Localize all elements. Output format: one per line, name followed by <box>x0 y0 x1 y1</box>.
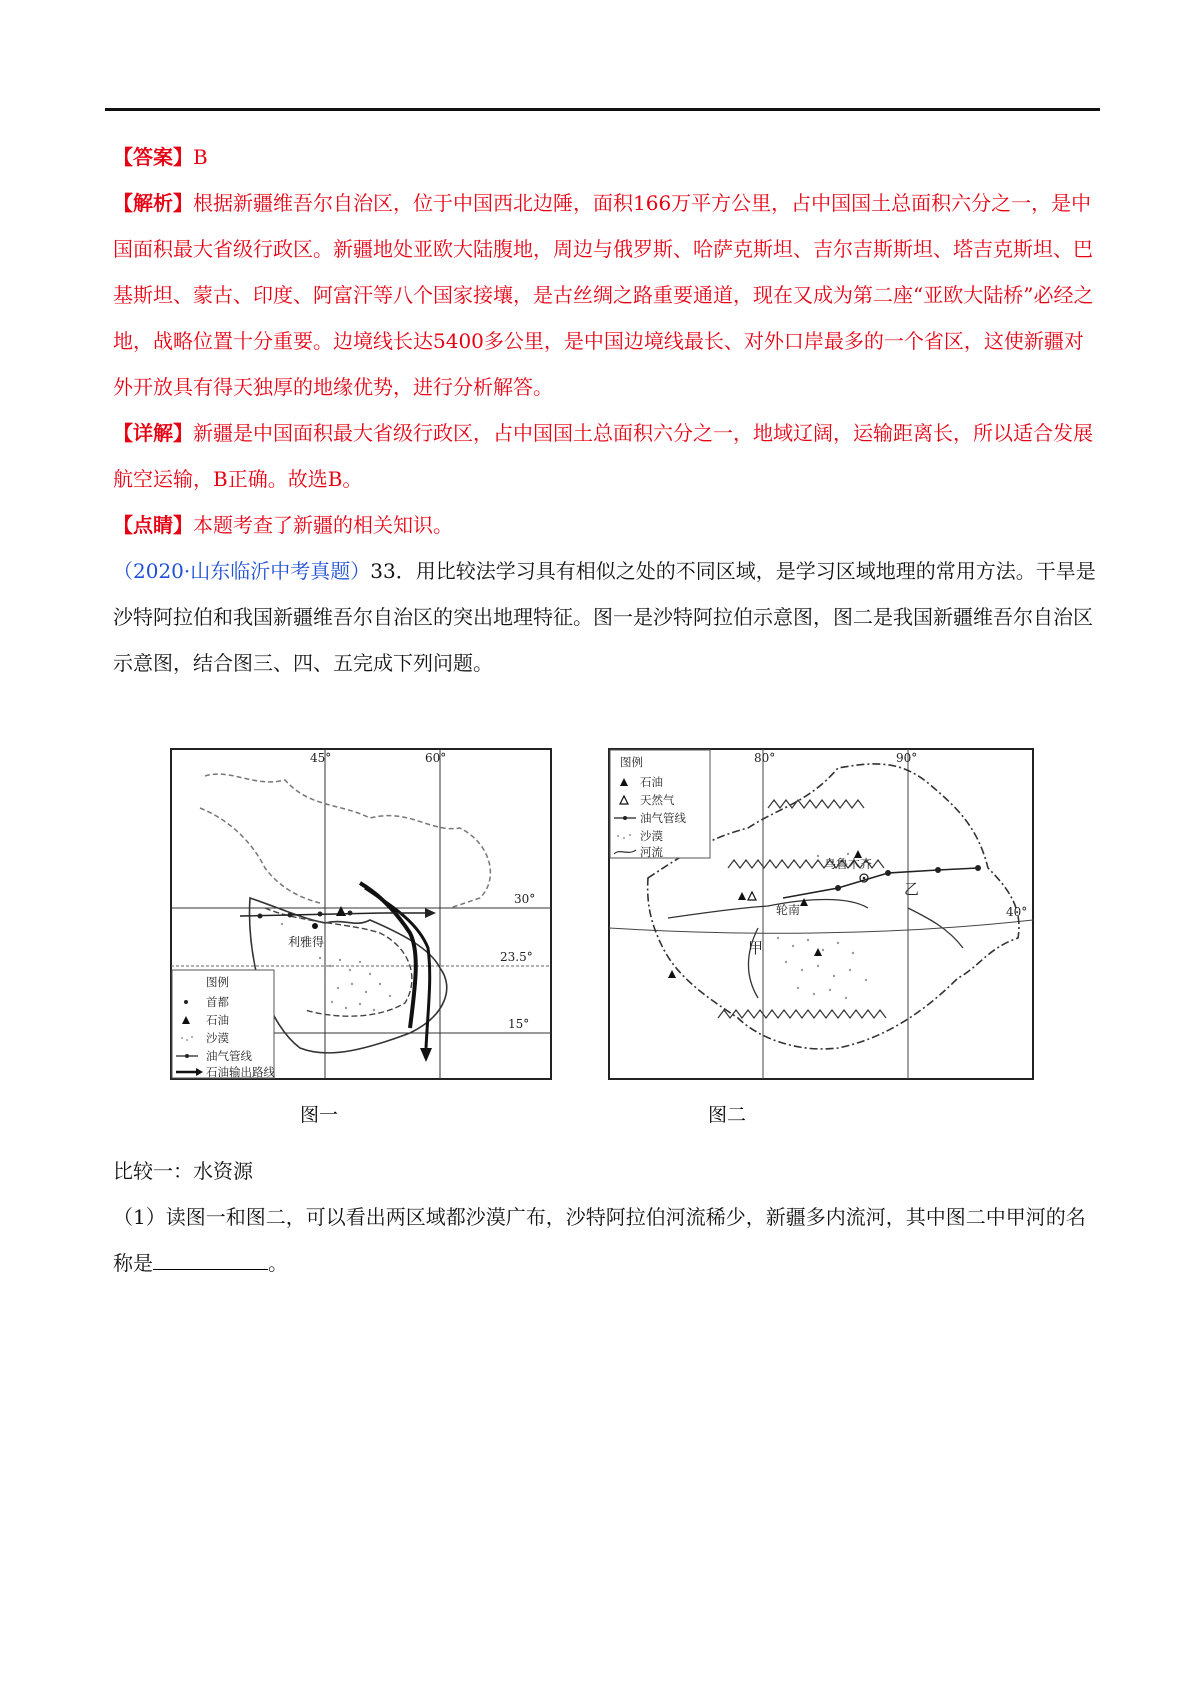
compare-text: 比较一：水资源 <box>113 1159 253 1183</box>
analysis-text: 根据新疆维吾尔自治区，位于中国西北边陲，面积166万平方公里，占中国国土总面积六分之一，是中国面积最大省级行政区。新疆地处亚欧大陆腹地，周边与俄罗斯、哈萨克斯坦、吉尔吉斯斯坦、塔吉克斯坦、巴基斯坦、蒙古、印度、阿富汗等八个国家接壤，是古丝绸之路重要通道，现在又成为第二座“亚欧大陆桥”必经之地，战略位置十分重要。边境线长达5400多公里，是中国边境线最长、对外口岸最多的一个省区，这使新疆对外开放具有得天独厚的地缘优势，进行分析解答。 <box>113 191 1094 399</box>
fig2-lon-90: 90° <box>896 751 918 765</box>
fig1-legend-desert: 沙漠 <box>206 1031 229 1045</box>
analysis-tag: 【解析】 <box>113 191 193 215</box>
q1-text: （1）读图一和图二，可以看出两区域都沙漠广布，沙特阿拉伯河流稀少，新疆多内流河，其中图二中甲河的名称是 <box>113 1205 1086 1275</box>
question-text: 33．用比较法学习具有相似之处的不同区域，是学习区域地理的常用方法。干旱是沙特阿拉伯和我国新疆维吾尔自治区的突出地理特征。图一是沙特阿拉伯示意图，图二是我国新疆维吾尔自治区示意图，结合图三、四、五完成下列问题。 <box>113 559 1096 675</box>
fig1-lat-235: 23.5° <box>500 950 533 964</box>
q1-paragraph <box>113 1194 1098 1286</box>
point-paragraph <box>113 502 1098 548</box>
detail-tag: 【详解】 <box>113 421 193 445</box>
answer-line <box>113 134 1098 180</box>
fig2-legend-pipeline: 油气管线 <box>640 811 686 825</box>
fig2-legend-gas: 天然气 <box>640 793 675 807</box>
question-source: （2020·山东临沂中考真题） <box>113 559 371 583</box>
figure1-caption: 图一 <box>300 1104 339 1126</box>
fig1-legend-pipeline: 油气管线 <box>206 1049 252 1063</box>
fig1-legend-oil: 石油 <box>206 1013 229 1027</box>
detail-paragraph <box>113 410 1098 502</box>
q1-end: 。 <box>268 1251 288 1275</box>
fig2-legend-river: 河流 <box>640 845 663 859</box>
question-paragraph <box>113 548 1098 686</box>
fig2-river-yi: 乙 <box>904 880 920 898</box>
fig1-legend-title: 图例 <box>206 975 229 989</box>
fig2-lon-80: 80° <box>754 751 776 765</box>
fig2-city-urumqi: 乌鲁木齐 <box>824 857 873 871</box>
fig2-legend-title: 图例 <box>620 755 643 769</box>
fig2-river-jia: 甲 <box>748 939 764 957</box>
analysis-paragraph <box>113 180 1098 410</box>
fig1-legend-capital: 首都 <box>206 995 229 1009</box>
fig1-city-riyadh: 利雅得 <box>288 935 325 949</box>
point-text: 本题考查了新疆的相关知识。 <box>193 513 453 537</box>
answer-value: B <box>193 145 208 169</box>
detail-text: 新疆是中国面积最大省级行政区，占中国国土总面积六分之一，地域辽阔，运输距离长，所以适合发展航空运输，B正确。故选B。 <box>113 421 1093 491</box>
header-rule <box>105 108 1100 111</box>
fig2-city-lunnan: 轮南 <box>776 903 801 917</box>
q1-answer-blank[interactable] <box>153 1249 268 1270</box>
figure2-map <box>608 748 1034 1080</box>
point-tag: 【点睛】 <box>113 513 193 537</box>
riyadh-marker <box>312 923 318 929</box>
fig1-lon-45: 45° <box>310 751 332 765</box>
fig1-lat-15: 15° <box>508 1017 530 1031</box>
fig1-lat-30: 30° <box>514 892 536 906</box>
compare-heading <box>113 1148 1098 1194</box>
fig2-lat-40: 40° <box>1006 905 1028 919</box>
fig1-legend-export: 石油输出路线 <box>206 1065 275 1079</box>
fig2-legend-oil: 石油 <box>640 775 663 789</box>
answer-tag: 【答案】 <box>113 145 193 169</box>
fig2-legend-desert: 沙漠 <box>640 829 663 843</box>
fig1-lon-60: 60° <box>425 751 447 765</box>
figure2-caption: 图二 <box>708 1104 747 1126</box>
figure1-map <box>170 748 552 1080</box>
